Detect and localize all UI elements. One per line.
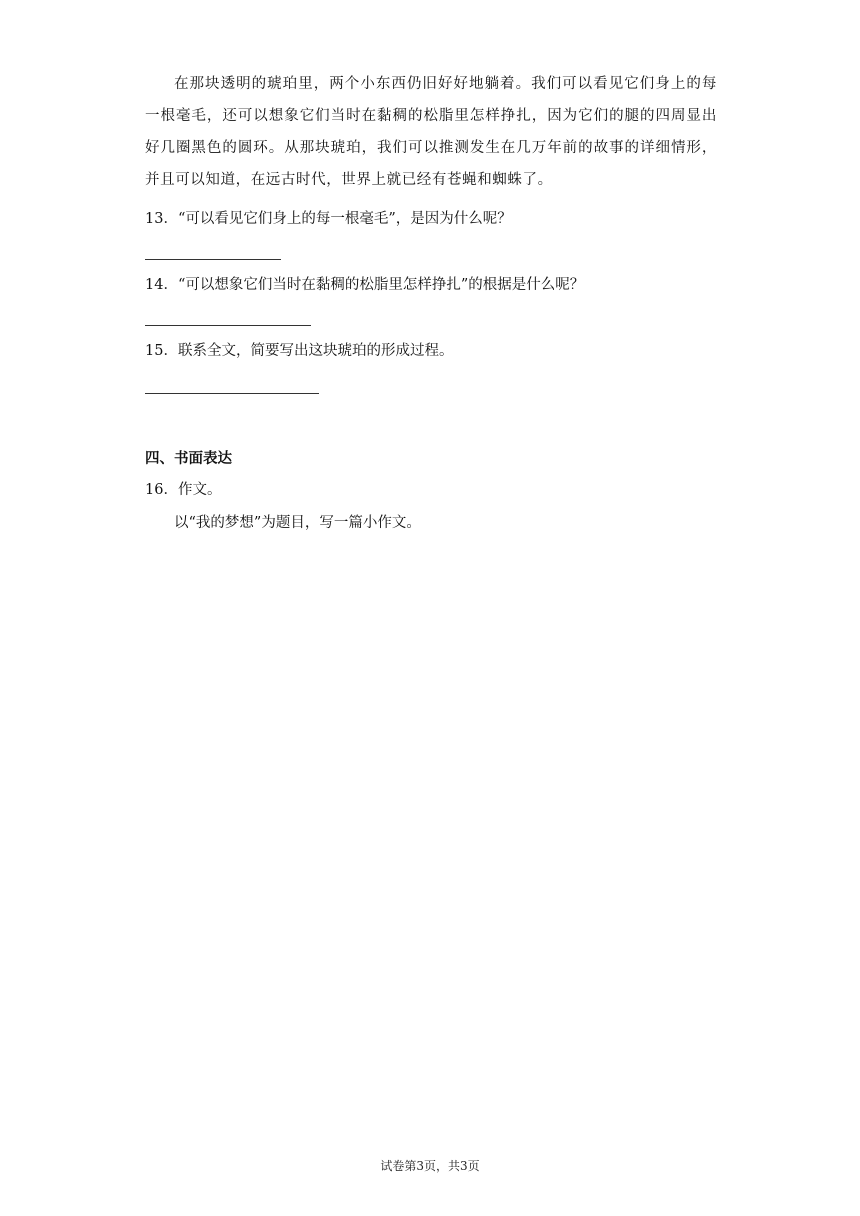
- question-16: [145, 480, 221, 500]
- question-text: 作文。: [177, 482, 222, 498]
- question-text: “可以看见它们身上的每一根毫毛”，是因为什么呢？: [177, 211, 512, 227]
- question-text: 联系全文，简要写出这块琥珀的形成过程。: [177, 343, 454, 359]
- page-footer: 试卷第3页，共3页: [380, 1159, 480, 1173]
- essay-prompt: 以“我的梦想”为题目，写一篇小作文。: [174, 515, 421, 531]
- question-number: 15．: [145, 343, 178, 359]
- question-14: [145, 275, 584, 295]
- answer-line-13[interactable]: [145, 259, 281, 260]
- answer-line-14[interactable]: [145, 325, 311, 326]
- section-heading: 四、书面表达: [145, 451, 232, 467]
- question-number: 14．: [145, 277, 178, 293]
- reading-passage: 在那块透明的琥珀里，两个小东西仍旧好好地躺着。我们可以看见它们身上的每一根毫毛，还可以想象它们当时在黏稠的松脂里怎样挣扎，因为它们的腿的四周显出好几圈黑色的圆环。从那块琥珀，我们可以推测发生在几万年前的故事的详细情形，并且可以知道，在远古时代，世界上就已经有苍蝇和蜘蛛了。: [145, 76, 717, 188]
- question-text: “可以想象它们当时在黏稠的松脂里怎样挣扎”的根据是什么呢？: [177, 277, 585, 293]
- question-15: [145, 341, 453, 361]
- question-number: 16．: [145, 482, 178, 498]
- question-number: 13．: [145, 211, 178, 227]
- question-13: [145, 209, 512, 229]
- answer-line-15[interactable]: [145, 393, 319, 394]
